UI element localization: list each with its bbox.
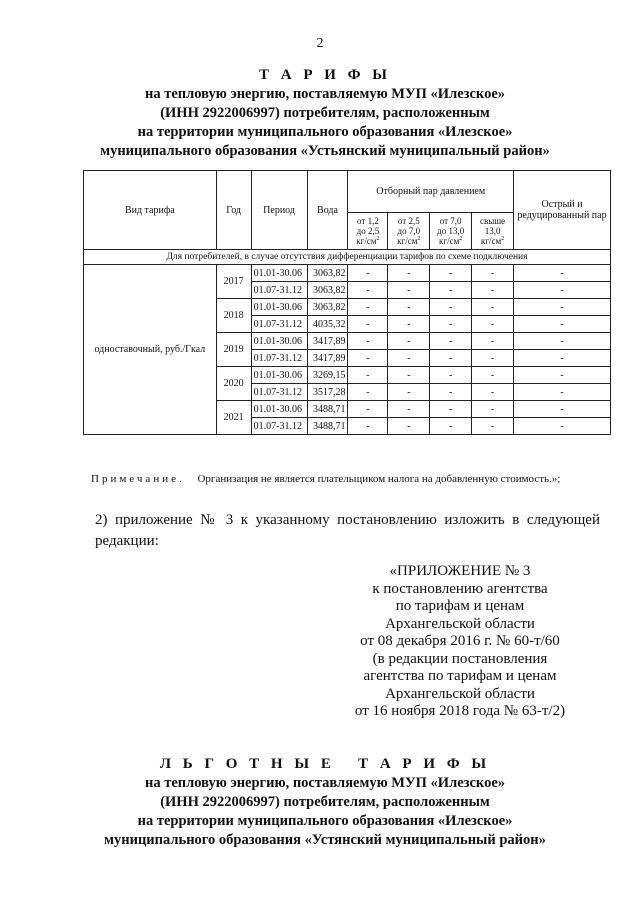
appendix-line: от 08 декабря 2016 г. № 60-т/60 bbox=[360, 633, 560, 649]
value-cell: - bbox=[348, 316, 388, 333]
value-cell: - bbox=[348, 265, 388, 282]
value-cell: - bbox=[430, 282, 472, 299]
note bbox=[91, 472, 611, 487]
title-line: муниципального образования «Устянский муниципальный район» bbox=[104, 832, 546, 848]
value-cell: - bbox=[430, 384, 472, 401]
header-steam-col: от 2,5 до 7,0 $кг/см^2$ bbox=[388, 213, 430, 250]
value-cell: - bbox=[514, 350, 611, 367]
value-cell: - bbox=[472, 418, 514, 435]
period-cell: 01.07-31.12 bbox=[251, 384, 307, 401]
value-cell: - bbox=[430, 299, 472, 316]
period-cell: 01.01-30.06 bbox=[251, 299, 307, 316]
water-cell: 3517,28 bbox=[307, 384, 348, 401]
value-cell: - bbox=[514, 367, 611, 384]
title-line: на территории муниципального образования «Илезское» bbox=[137, 124, 513, 140]
value-cell: - bbox=[388, 401, 430, 418]
header-tariff-type: Вид тарифа bbox=[84, 171, 217, 250]
header-year: Год bbox=[216, 171, 251, 250]
year-cell: 2018 bbox=[216, 299, 251, 333]
value-cell: - bbox=[430, 265, 472, 282]
value-cell: - bbox=[430, 418, 472, 435]
water-cell: 3063,82 bbox=[307, 265, 348, 282]
water-cell: 3488,71 bbox=[307, 401, 348, 418]
title-line: на тепловую энергию, поставляемую МУП «Илезское» bbox=[144, 775, 505, 791]
value-cell: - bbox=[388, 350, 430, 367]
privileged-tariffs-title bbox=[60, 755, 590, 850]
value-cell: - bbox=[472, 384, 514, 401]
header-water: Вода bbox=[307, 171, 348, 250]
header-steam-col: от 1,2 до 2,5 $кг/см^2$ bbox=[348, 213, 388, 250]
appendix-line: Архангельской области bbox=[385, 685, 535, 702]
value-cell: - bbox=[348, 350, 388, 367]
value-cell: - bbox=[348, 299, 388, 316]
value-cell: - bbox=[472, 282, 514, 299]
value-cell: - bbox=[388, 333, 430, 350]
value-cell: - bbox=[472, 265, 514, 282]
note-text: Организация не является плательщиком налога на добавленную стоимость.»; bbox=[197, 473, 561, 485]
title-line: (ИНН 2922006997) потребителям, расположенным bbox=[160, 794, 490, 810]
tariffs-heading: Т А Р И Ф Ы bbox=[258, 67, 392, 83]
year-cell: 2017 bbox=[216, 265, 251, 299]
value-cell: - bbox=[388, 282, 430, 299]
water-cell: 3488,71 bbox=[307, 418, 348, 435]
period-cell: 01.07-31.12 bbox=[251, 316, 307, 333]
water-cell: 3063,82 bbox=[307, 282, 348, 299]
value-cell: - bbox=[348, 367, 388, 384]
value-cell: - bbox=[430, 401, 472, 418]
tariff-label: одноставочный, руб./Гкал bbox=[84, 265, 217, 435]
value-cell: - bbox=[348, 282, 388, 299]
value-cell: - bbox=[472, 316, 514, 333]
period-cell: 01.07-31.12 bbox=[251, 418, 307, 435]
value-cell: - bbox=[388, 418, 430, 435]
tariffs-table bbox=[83, 170, 611, 435]
value-cell: - bbox=[514, 418, 611, 435]
appendix-line: по тарифам и ценам bbox=[395, 598, 525, 614]
year-cell: 2021 bbox=[216, 401, 251, 435]
value-cell: - bbox=[388, 316, 430, 333]
appendix-line: «ПРИЛОЖЕНИЕ № 3 bbox=[389, 563, 531, 579]
period-cell: 01.07-31.12 bbox=[251, 282, 307, 299]
year-cell: 2019 bbox=[216, 333, 251, 367]
value-cell: - bbox=[348, 401, 388, 418]
value-cell: - bbox=[388, 367, 430, 384]
value-cell: - bbox=[514, 265, 611, 282]
period-cell: 01.01-30.06 bbox=[251, 333, 307, 350]
value-cell: - bbox=[348, 333, 388, 350]
value-cell: - bbox=[472, 350, 514, 367]
title-line: (ИНН 2922006997) потребителям, расположенным bbox=[160, 105, 490, 121]
header-steam-col: от 7,0 до 13,0 $кг/см^2$ bbox=[430, 213, 472, 250]
header-period: Период bbox=[251, 171, 307, 250]
tariffs-title bbox=[60, 66, 590, 161]
period-cell: 01.01-30.06 bbox=[251, 265, 307, 282]
value-cell: - bbox=[348, 384, 388, 401]
title-line: муниципального образования «Устьянский муниципальный район» bbox=[100, 143, 550, 159]
value-cell: - bbox=[388, 384, 430, 401]
appendix-block bbox=[330, 563, 590, 721]
value-cell: - bbox=[472, 299, 514, 316]
table-row bbox=[84, 265, 611, 282]
title-line: на тепловую энергию, поставляемую МУП «Илезское» bbox=[144, 86, 505, 102]
year-cell: 2020 bbox=[216, 367, 251, 401]
value-cell: - bbox=[472, 401, 514, 418]
value-cell: - bbox=[430, 333, 472, 350]
value-cell: - bbox=[472, 333, 514, 350]
value-cell: - bbox=[472, 367, 514, 384]
value-cell: - bbox=[514, 299, 611, 316]
header-steam-col: свыше 13,0 $кг/см^2$ bbox=[472, 213, 514, 250]
water-cell: 3417,89 bbox=[307, 350, 348, 367]
note-label: Примечание. bbox=[91, 473, 185, 485]
page-number: 2 bbox=[316, 36, 324, 51]
period-cell: 01.07-31.12 bbox=[251, 350, 307, 367]
value-cell: - bbox=[514, 401, 611, 418]
water-cell: 3269,15 bbox=[307, 367, 348, 384]
value-cell: - bbox=[514, 384, 611, 401]
water-cell: 4035,32 bbox=[307, 316, 348, 333]
value-cell: - bbox=[430, 367, 472, 384]
water-cell: 3417,89 bbox=[307, 333, 348, 350]
amendment-paragraph: 2) приложение № 3 к указанному постановлению изложить в следующей редакции: bbox=[95, 512, 600, 549]
appendix-line: Архангельской области bbox=[385, 615, 535, 632]
appendix-line: (в редакции постановления bbox=[372, 650, 548, 667]
appendix-line: агентства по тарифам и ценам bbox=[363, 668, 557, 684]
header-steam: Отборный пар давлением bbox=[348, 171, 514, 213]
title-line: на территории муниципального образования «Илезское» bbox=[137, 813, 513, 829]
condition-row: Для потребителей, в случае отсутствия дифференциации тарифов по схеме подключения bbox=[84, 250, 611, 265]
water-cell: 3063,82 bbox=[307, 299, 348, 316]
period-cell: 01.01-30.06 bbox=[251, 367, 307, 384]
period-cell: 01.01-30.06 bbox=[251, 401, 307, 418]
privileged-tariffs-heading: Л Ь Г О Т Н Ы Е Т А Р И Ф Ы bbox=[159, 756, 491, 772]
value-cell: - bbox=[430, 316, 472, 333]
value-cell: - bbox=[348, 418, 388, 435]
value-cell: - bbox=[514, 282, 611, 299]
value-cell: - bbox=[388, 299, 430, 316]
appendix-line: к постановлению агентства bbox=[372, 580, 548, 597]
value-cell: - bbox=[514, 333, 611, 350]
header-sharp-steam: Острый и редуцированный пар bbox=[514, 171, 611, 250]
value-cell: - bbox=[430, 350, 472, 367]
appendix-line: от 16 ноября 2018 года № 63-т/2) bbox=[354, 703, 566, 719]
value-cell: - bbox=[514, 316, 611, 333]
value-cell: - bbox=[388, 265, 430, 282]
